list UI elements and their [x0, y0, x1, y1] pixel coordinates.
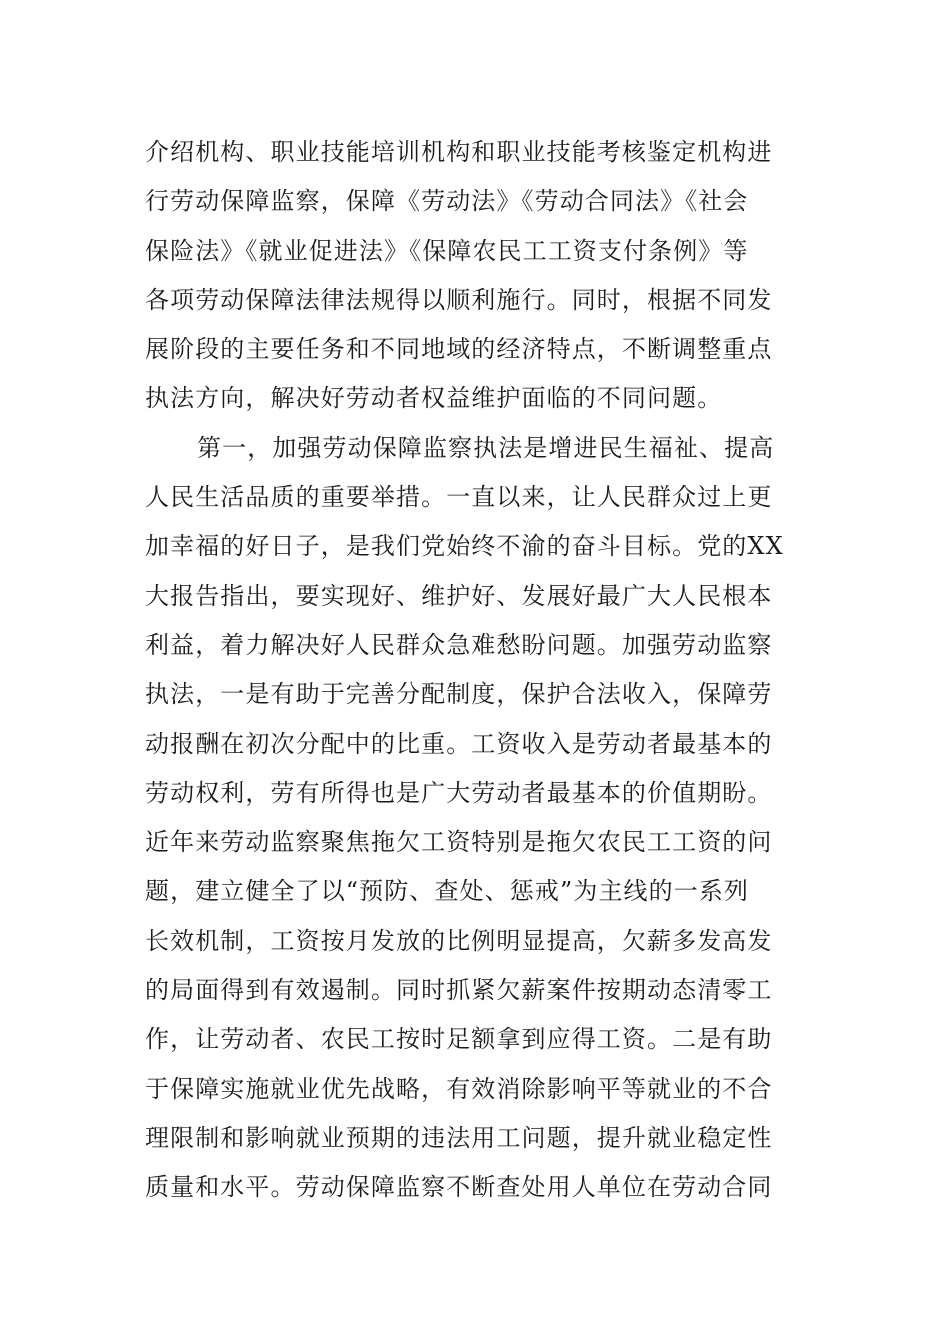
text-line: 执法方向，解决好劳动者权益维护面临的不同问题。 — [145, 384, 723, 413]
text-line: 介绍机构、职业技能培训机构和职业技能考核鉴定机构进 — [145, 138, 773, 166]
text-line: 近年来劳动监察聚焦拖欠工资特别是拖欠农民工工资的问 — [145, 828, 773, 857]
text-line: 长效机制，工资按月发放的比例明显提高，欠薪多发高发 — [145, 926, 773, 955]
text-line: 人民生活品质的重要举措。一直以来，让人民群众过上更 — [145, 483, 773, 512]
text-line: 执法，一是有助于完善分配制度，保护合法收入，保障劳 — [145, 680, 773, 709]
paragraph-first-line: 第一，加强劳动保障监察执法是增进民生福祉、提高 — [197, 433, 775, 462]
text-line: 行劳动保障监察，保障《劳动法》《劳动合同法》《社会 — [145, 187, 749, 216]
text-line: 作，让劳动者、农民工按时足额拿到应得工资。二是有助 — [145, 1025, 773, 1054]
text-line: 大报告指出，要实现好、维护好、发展好最广大人民根本 — [145, 581, 773, 610]
text-line: 加幸福的好日子，是我们党始终不渝的奋斗目标。党的XX — [145, 532, 784, 561]
body-text — [145, 128, 815, 1213]
text-line: 题，建立健全了以“预防、查处、惩戒”为主线的一系列 — [145, 877, 750, 906]
text-line: 动报酬在初次分配中的比重。工资收入是劳动者最基本的 — [145, 729, 773, 758]
text-line: 于保障实施就业优先战略，有效消除影响平等就业的不合 — [145, 1074, 773, 1103]
text-line: 利益，着力解决好人民群众急难愁盼问题。加强劳动监察 — [145, 630, 773, 659]
text-line: 质量和水平。劳动保障监察不断查处用人单位在劳动合同 — [145, 1173, 773, 1202]
text-line: 的局面得到有效遏制。同时抓紧欠薪案件按期动态清零工 — [145, 976, 773, 1005]
text-line: 劳动权利，劳有所得也是广大劳动者最基本的价值期盼。 — [145, 778, 773, 807]
text-line: 保险法》《就业促进法》《保障农民工工资支付条例》等 — [145, 236, 749, 265]
text-line: 理限制和影响就业预期的违法用工问题，提升就业稳定性 — [145, 1123, 773, 1152]
text-line: 各项劳动保障法律法规得以顺利施行。同时，根据不同发 — [145, 285, 773, 314]
text-line: 展阶段的主要任务和不同地域的经济特点，不断调整重点 — [145, 335, 773, 364]
